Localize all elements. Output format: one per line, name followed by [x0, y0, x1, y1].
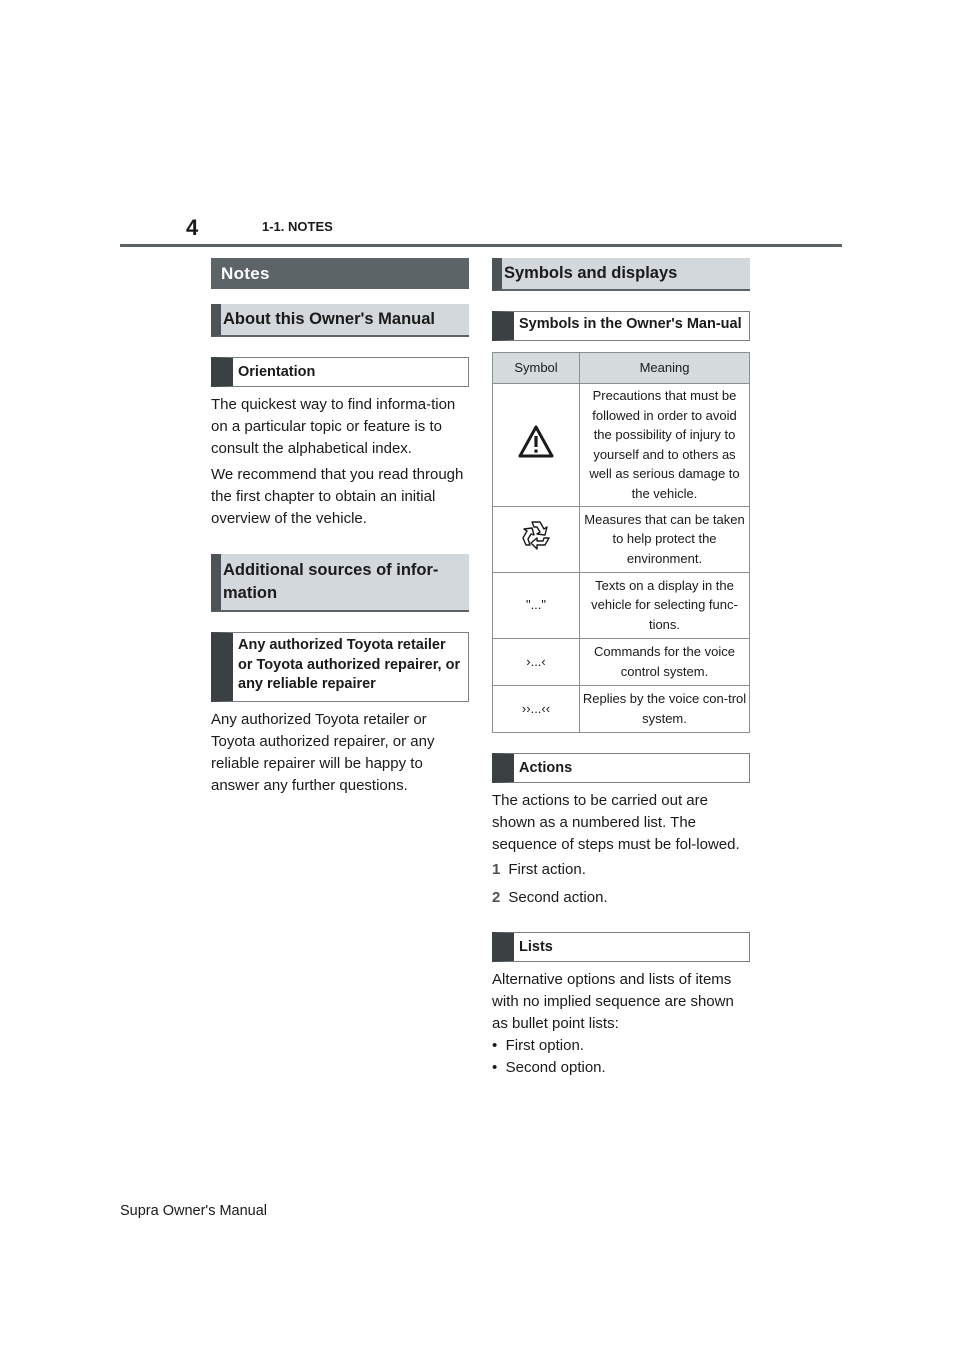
right-column [492, 258, 750, 1079]
meaning-cell: Texts on a display in the vehicle for selecting func-tions. [580, 572, 750, 638]
footer-manual-name: Supra Owner's Manual [120, 1203, 268, 1219]
step-number: 1 [492, 860, 501, 878]
bullet-text: First option. [505, 1036, 584, 1054]
list-item [492, 859, 750, 881]
retailer-heading: Any authorized Toyota retailer or Toyota authorized repairer, or any reliable repairer [211, 632, 469, 702]
symbol-cell: ››...‹‹ [493, 685, 580, 732]
meaning-cell: Replies by the voice con-trol system. [580, 685, 750, 732]
meaning-cell: Commands for the voice control system. [580, 638, 750, 685]
list-item: • Second option. [492, 1058, 606, 1076]
warning-triangle-icon [518, 425, 554, 458]
lists-paragraph: Alternative options and lists of items with no implied sequence are shown as bullet point lists: [492, 970, 734, 1032]
symbol-column-header: Symbol [493, 352, 580, 383]
table-row [493, 572, 750, 638]
meaning-cell: Measures that can be taken to help protect the environment. [580, 506, 750, 572]
orientation-paragraph-1: The quickest way to find informa-tion on a particular topic or feature is to consult the alphabetical index. [211, 396, 456, 457]
table-row [493, 506, 750, 572]
table-row [493, 383, 750, 506]
recycle-icon [518, 518, 554, 554]
lists-heading: Lists [492, 932, 750, 962]
actions-heading: Actions [492, 753, 750, 783]
left-column [211, 258, 469, 797]
orientation-heading: Orientation [211, 357, 469, 387]
section-label: 1-1. NOTES [262, 219, 333, 234]
notes-heading: Notes [211, 258, 469, 289]
table-header-row [493, 352, 750, 383]
symbol-cell [493, 506, 580, 572]
actions-text [492, 790, 750, 909]
additional-sources-heading: Additional sources of infor-mation [211, 554, 469, 612]
symbol-cell [493, 383, 580, 506]
table-row [493, 638, 750, 685]
bullet-text: Second option. [505, 1058, 606, 1076]
retailer-text [211, 709, 469, 797]
orientation-paragraph-2: We recommend that you read through the first chapter to obtain an initial overview of the vehicle. [211, 466, 464, 527]
orientation-text [211, 394, 469, 530]
symbol-cell: ›...‹ [493, 638, 580, 685]
about-manual-heading: About this Owner's Manual [211, 304, 469, 337]
header-rule [120, 244, 842, 247]
meaning-column-header: Meaning [580, 352, 750, 383]
table-row [493, 685, 750, 732]
page-number: 4 [186, 215, 199, 240]
symbols-displays-heading: Symbols and displays [492, 258, 750, 291]
retailer-paragraph: Any authorized Toyota retailer or Toyota authorized repairer, or any reliable repairer will be happy to answer any further questions. [211, 710, 435, 794]
symbol-cell: "..." [493, 572, 580, 638]
meaning-cell: Precautions that must be followed in order to avoid the possibility of injury to yourself and to others as well as serious damage to the vehicle. [580, 383, 750, 506]
symbols-table [492, 352, 750, 733]
actions-paragraph: The actions to be carried out are shown as a numbered list. The sequence of steps must be fol-lowed. [492, 791, 740, 853]
list-item [492, 887, 750, 909]
step-text: Second action. [508, 888, 608, 906]
symbols-manual-heading: Symbols in the Owner's Man-ual [492, 311, 750, 341]
list-item: • First option. [492, 1036, 584, 1054]
step-number: 2 [492, 888, 501, 906]
step-text: First action. [508, 860, 586, 878]
lists-text [492, 969, 750, 1079]
